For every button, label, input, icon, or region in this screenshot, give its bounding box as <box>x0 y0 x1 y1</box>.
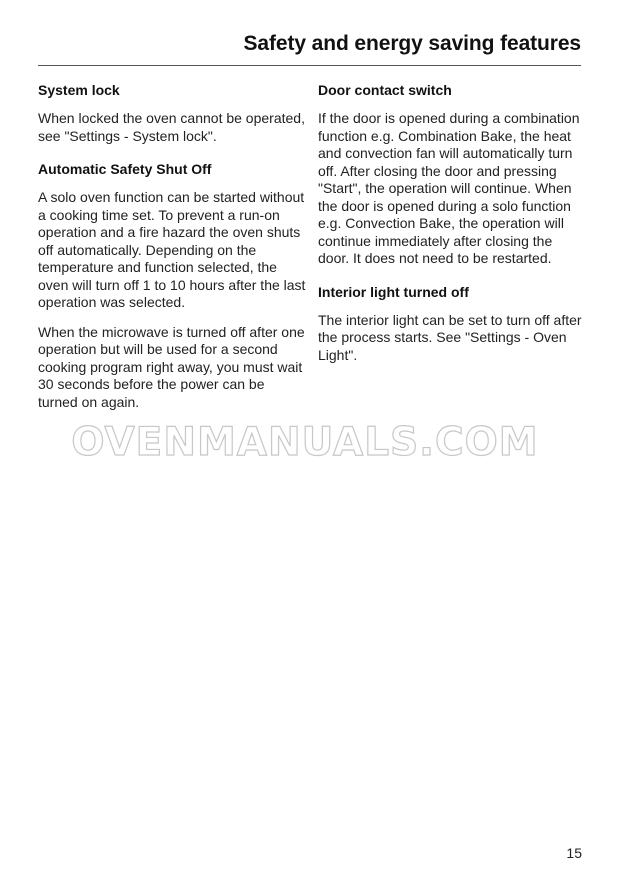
watermark: OVENMANUALS.COM <box>71 420 539 465</box>
section-heading: System lock <box>38 82 120 98</box>
section-paragraph: When locked the oven cannot be operated, see "Settings - System lock". <box>38 110 305 144</box>
section-system-lock <box>38 80 306 145</box>
right-column <box>318 80 586 378</box>
section-paragraph: A solo oven function can be started without a cooking time set. To prevent a run-on operation and a fire hazard the oven shuts off automatically. Depending on the temperature and function selected, the oven will turn off 1 to 10 hours after the last operation was selected. <box>38 189 306 310</box>
page-title: Safety and energy saving features <box>243 32 581 55</box>
section-interior-light <box>318 282 586 365</box>
section-heading: Door contact switch <box>318 82 452 98</box>
section-heading: Automatic Safety Shut Off <box>38 161 212 177</box>
section-automatic-safety-shut-off <box>38 159 306 411</box>
section-heading: Interior light turned off <box>318 283 469 300</box>
section-paragraph: If the door is opened during a combination function e.g. Combination Bake, the heat and convection fan will automatically turn off. After closing the door and pressing "Start", the operation will continue. When the door is opened during a solo function e.g. Convection Bake, the operation will continue immediately after closing the door. It does not need to be restarted. <box>318 110 580 266</box>
left-column <box>38 80 306 425</box>
page-number: 15 <box>566 845 582 861</box>
section-paragraph: When the microwave is turned off after one operation but will be used for a second cooking program right away, you must wait 30 seconds before the power can be turned on again. <box>38 323 305 410</box>
section-door-contact-switch <box>318 80 586 268</box>
section-paragraph: The interior light can be set to turn off after the process starts. See "Settings - Oven Light". <box>318 311 582 363</box>
title-divider <box>38 65 581 66</box>
